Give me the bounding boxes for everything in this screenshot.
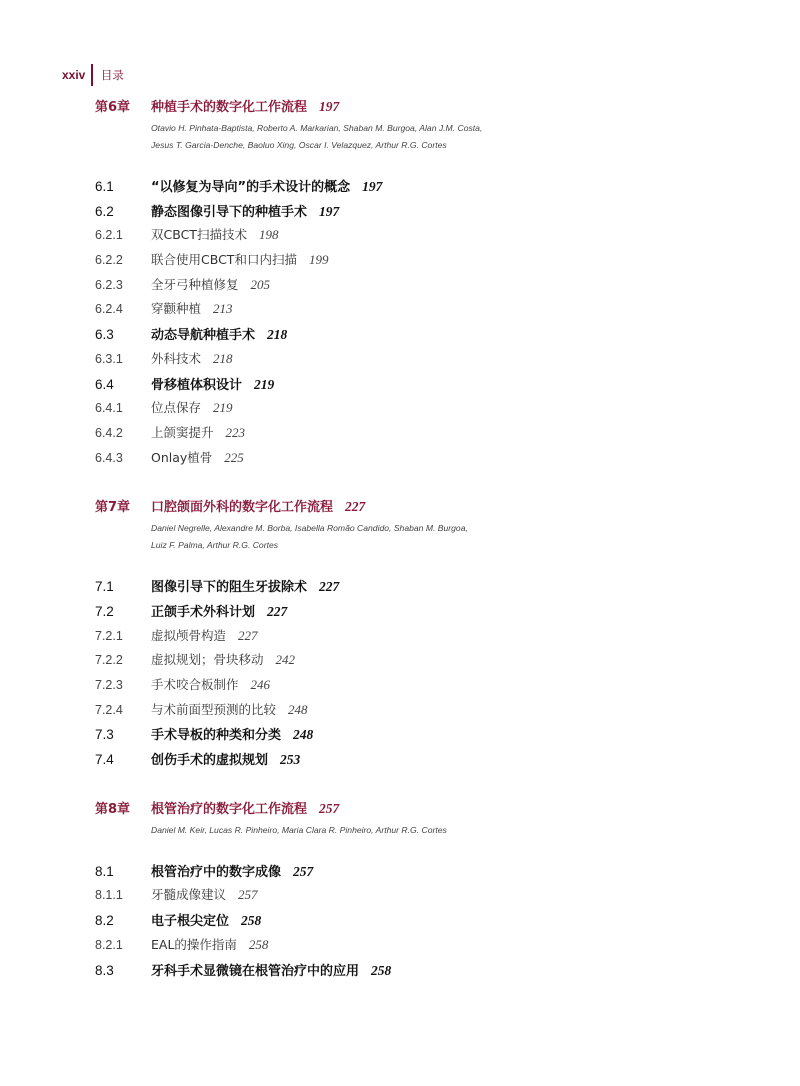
section-title: 联合使用CBCT和口内扫描	[151, 252, 297, 268]
toc-section-entry[interactable]	[95, 861, 745, 886]
section-title: 骨移植体积设计	[151, 377, 243, 393]
toc-section-entry[interactable]	[95, 576, 745, 601]
section-number: 6.2.4	[95, 302, 123, 317]
section-page-number: 227	[319, 579, 340, 595]
section-number: 7.2.2	[95, 653, 123, 668]
section-number: 7.4	[95, 752, 114, 768]
section-page-number: 225	[224, 449, 244, 465]
toc-section-entry[interactable]	[95, 176, 745, 201]
toc-section-entry[interactable]	[95, 324, 745, 349]
section-number: 7.2	[95, 603, 114, 619]
section-number: 7.1	[95, 579, 114, 595]
section-number: 7.2.4	[95, 702, 123, 717]
section-page-number: 219	[254, 376, 275, 392]
section-title: 与术前面型预测的比较	[151, 701, 277, 717]
chapter-heading[interactable]	[95, 496, 745, 518]
chapter-label: 第8章	[95, 801, 131, 817]
section-number: 6.3.1	[95, 351, 123, 366]
chapter-gap	[95, 472, 745, 496]
section-page-number: 227	[267, 603, 288, 619]
section-title: 虚拟规划；骨块移动	[151, 652, 264, 668]
section-number: 6.4.2	[95, 425, 123, 440]
chapter-block	[95, 496, 745, 774]
author-line: Daniel Negrelle, Alexandre M. Borba, Isabella Romão Candido, Shaban M. Burgoa,	[151, 523, 468, 534]
section-title: 上颌窦提升	[151, 424, 214, 440]
section-list	[95, 576, 745, 774]
section-title: 全牙弓种植修复	[151, 276, 239, 292]
section-title: 牙科手术显微镜在根管治疗中的应用	[151, 963, 360, 979]
toc-section-entry[interactable]	[95, 374, 745, 399]
section-number: 6.4.3	[95, 450, 123, 465]
toc-subsection-entry[interactable]	[95, 423, 745, 448]
section-number: 6.4.1	[95, 401, 123, 416]
section-page-number: 258	[248, 936, 269, 952]
section-title: 外科技术	[151, 350, 202, 366]
toc-section-entry[interactable]	[95, 960, 745, 985]
toc-subsection-entry[interactable]	[95, 299, 745, 324]
section-page-number: 218	[267, 327, 288, 343]
section-title: 图像引导下的阻生牙拔除术	[151, 580, 308, 596]
toc-subsection-entry[interactable]	[95, 448, 745, 473]
running-section-title: 目录	[100, 68, 124, 82]
section-number: 6.2.3	[95, 277, 123, 292]
section-page-number: 257	[238, 887, 258, 903]
section-title: 电子根尖定位	[151, 914, 230, 930]
section-title: 虚拟颅骨构造	[151, 627, 227, 643]
section-number: 8.2.1	[95, 937, 123, 952]
section-number: 7.2.3	[95, 678, 123, 692]
section-page-number: 248	[288, 701, 308, 717]
chapter-block	[95, 798, 745, 984]
section-number: 6.1	[95, 179, 114, 194]
section-title: 手术导板的种类和分类	[151, 728, 282, 744]
chapter-gap	[95, 774, 745, 798]
section-title: 静态图像引导下的种植手术	[151, 204, 308, 220]
section-list	[95, 861, 745, 984]
chapter-authors	[151, 520, 745, 554]
author-line: Luiz F. Palma, Arthur R.G. Cortes	[151, 540, 279, 551]
toc-subsection-entry[interactable]	[95, 650, 745, 675]
section-title: 手术咬合板制作	[151, 677, 239, 692]
toc-subsection-entry[interactable]	[95, 225, 745, 250]
section-page-number: 219	[213, 400, 233, 416]
section-page-number: 242	[275, 652, 296, 668]
section-page-number: 213	[213, 301, 233, 317]
toc-subsection-entry[interactable]	[95, 935, 745, 960]
chapter-authors	[151, 120, 745, 154]
section-title: 根管治疗中的数字成像	[151, 864, 282, 880]
toc-subsection-entry[interactable]	[95, 885, 745, 910]
section-page-number: 197	[362, 179, 383, 194]
section-title: 创伤手术的虚拟规划	[151, 753, 269, 769]
section-number: 7.2.1	[95, 628, 123, 643]
toc-subsection-entry[interactable]	[95, 250, 745, 275]
toc-section-entry[interactable]	[95, 201, 745, 226]
chapter-page-number: 227	[345, 499, 366, 515]
section-title: 牙髓成像建议	[151, 887, 227, 903]
section-number: 6.4	[95, 376, 114, 392]
section-page-number: 197	[319, 203, 340, 219]
chapter-label: 第6章	[95, 100, 131, 115]
section-number: 8.3	[95, 962, 114, 978]
page-header	[62, 62, 124, 88]
section-title: 动态导航种植手术	[151, 328, 256, 344]
chapter-authors	[151, 822, 745, 839]
section-list	[95, 176, 745, 472]
toc-subsection-entry[interactable]	[95, 626, 745, 651]
section-number: 8.1.1	[95, 888, 123, 903]
section-number: 6.2.1	[95, 228, 123, 243]
section-page-number: 258	[241, 913, 262, 929]
section-title: 位点保存	[151, 400, 202, 416]
toc-subsection-entry[interactable]	[95, 398, 745, 423]
author-line: Jesus T. Garcia-Denche, Baoluo Xing, Oscar I. Velazquez, Arthur R.G. Cortes	[151, 140, 447, 150]
section-page-number: 253	[280, 752, 301, 768]
section-page-number: 198	[258, 227, 279, 243]
section-title: 穿颧种植	[151, 301, 202, 317]
toc-subsection-entry[interactable]	[95, 675, 745, 700]
chapter-block	[95, 96, 745, 472]
author-line: Otavio H. Pinhata-Baptista, Roberto A. Markarian, Shaban M. Burgoa, Alan J.M. Costa,	[151, 123, 483, 133]
toc-subsection-entry[interactable]	[95, 275, 745, 300]
section-number: 8.2	[95, 913, 114, 929]
section-title: 正颌手术外科计划	[151, 604, 256, 620]
chapter-title: 口腔颌面外科的数字化工作流程	[151, 500, 334, 516]
chapter-page-number: 197	[319, 99, 340, 114]
toc-section-entry[interactable]	[95, 910, 745, 935]
section-page-number: 257	[293, 863, 314, 879]
section-page-number: 199	[308, 252, 329, 268]
section-page-number: 218	[213, 350, 233, 366]
section-number: 8.1	[95, 863, 114, 879]
section-title: Onlay植骨	[151, 449, 213, 465]
section-number: 6.2.2	[95, 253, 123, 268]
section-number: 6.2	[95, 203, 114, 219]
section-title: EAL的操作指南	[151, 936, 237, 952]
author-line: Daniel M. Keir, Lucas R. Pinheiro, Maria Clara R. Pinheiro, Arthur R.G. Cortes	[151, 824, 447, 835]
toc-section-entry[interactable]	[95, 724, 745, 749]
section-page-number: 258	[371, 962, 392, 978]
toc-section-entry[interactable]	[95, 749, 745, 774]
section-page-number: 223	[225, 424, 246, 440]
chapter-heading[interactable]	[95, 798, 745, 820]
page-number: xxiv	[62, 68, 86, 82]
chapter-page-number: 257	[319, 800, 340, 816]
section-page-number: 227	[238, 627, 258, 643]
section-title: 双CBCT扫描技术	[151, 227, 247, 243]
toc-subsection-entry[interactable]	[95, 349, 745, 374]
section-page-number: 205	[250, 276, 271, 292]
section-title: “以修复为导向”的手术设计的概念	[151, 180, 351, 195]
toc-subsection-entry[interactable]	[95, 700, 745, 725]
chapter-title: 种植手术的数字化工作流程	[151, 100, 308, 115]
table-of-contents	[95, 96, 745, 984]
section-number: 7.3	[95, 727, 114, 743]
header-divider	[91, 64, 93, 86]
chapter-heading[interactable]	[95, 96, 745, 118]
toc-section-entry[interactable]	[95, 601, 745, 626]
section-page-number: 248	[293, 727, 314, 743]
section-page-number: 246	[250, 677, 271, 692]
chapter-title: 根管治疗的数字化工作流程	[151, 801, 308, 817]
section-number: 6.3	[95, 327, 114, 343]
chapter-label: 第7章	[95, 500, 131, 516]
